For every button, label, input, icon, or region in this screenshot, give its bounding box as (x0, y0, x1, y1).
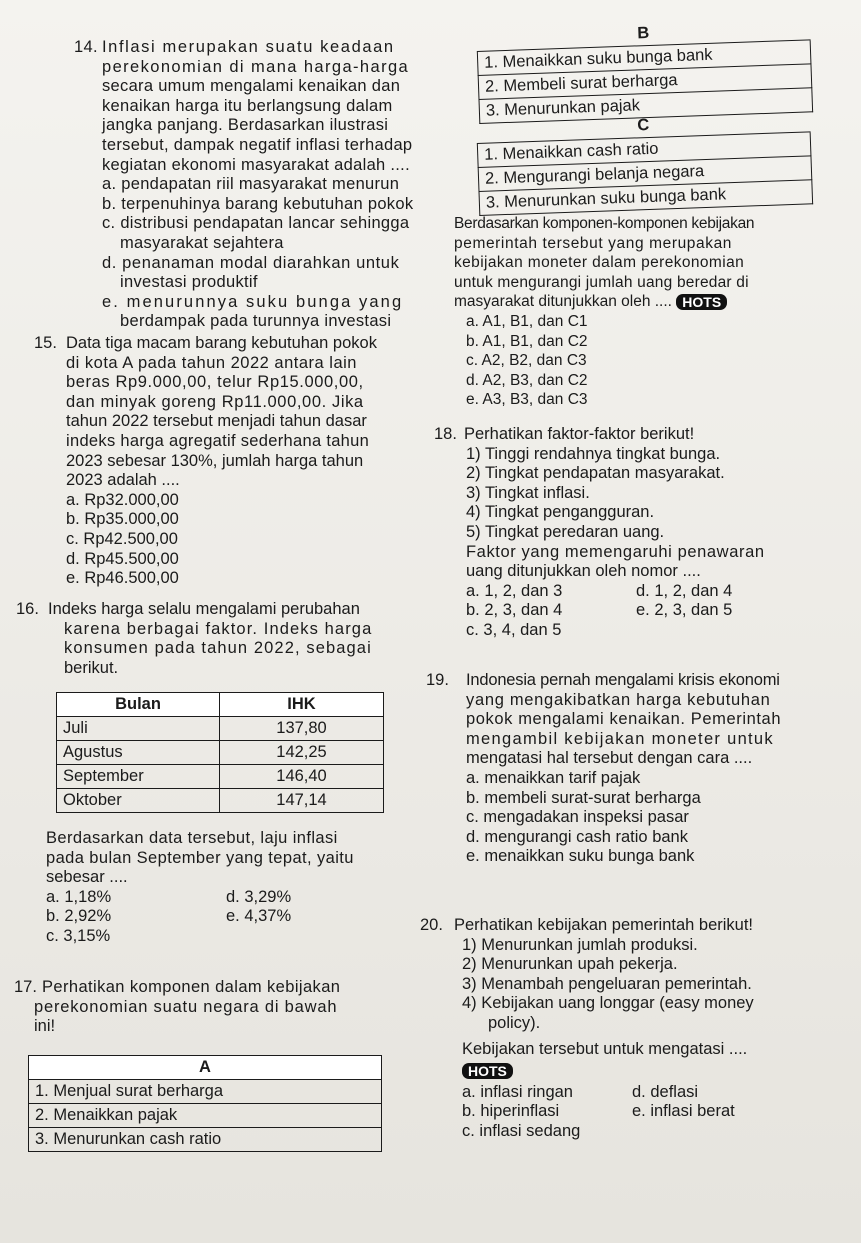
question-number: 15. (34, 334, 57, 352)
question-text: jangka panjang. Berdasarkan ilustrasi (102, 116, 389, 135)
question-15 (34, 334, 414, 589)
question-text: untuk mengurangi jumlah uang beredar di (454, 273, 749, 291)
question-19 (426, 671, 854, 867)
question-20 (420, 916, 854, 1142)
answer-options (466, 582, 854, 641)
list-item: 1) Tinggi rendahnya tingkat bunga. (466, 444, 721, 463)
question-text: mengatasi hal tersebut dengan cara .... (466, 749, 753, 768)
question-text: tersebut, dampak negatif inflasi terhadap (102, 135, 413, 154)
question-text: kebijakan moneter dalam perekonomian (454, 254, 745, 272)
box-label: C (476, 108, 810, 143)
list-item: policy). (488, 1013, 541, 1032)
question-text: perekonomian suatu negara di bawah (34, 997, 338, 1016)
answer-option[interactable]: c. inflasi sedang (462, 1121, 581, 1140)
list-item: 1) Menurunkan jumlah produksi. (462, 935, 698, 954)
question-text: Inflasi merupakan suatu keadaan (102, 38, 395, 56)
question-text: uang ditunjukkan oleh nomor .... (466, 562, 701, 581)
question-text: Indonesia pernah mengalami krisis ekonomi (466, 671, 780, 689)
box-item: 1. Menaikkan suku bunga bank (477, 40, 811, 76)
answer-option[interactable]: e. menaikkan suku bunga bank (466, 847, 695, 866)
table-row (57, 765, 384, 789)
question-number: 20. (420, 916, 443, 934)
answer-options (462, 1083, 854, 1142)
table-header: IHK (220, 693, 384, 717)
answer-option[interactable]: b. terpenuhinya barang kebutuhan pokok (102, 194, 414, 213)
list-item: 2) Menurunkan upah pekerja. (462, 955, 678, 974)
answer-option[interactable]: b. Rp35.000,00 (66, 510, 179, 529)
question-text: pemerintah tersebut yang merupakan (454, 234, 733, 252)
table-cell: Agustus (57, 741, 220, 765)
question-text: konsumen pada tahun 2022, sebagai (64, 639, 372, 658)
policy-box-a (28, 1055, 382, 1152)
answer-option[interactable]: a. A1, B1, dan C1 (466, 312, 588, 330)
box-item: 3. Menurunkan pajak (479, 88, 813, 124)
answer-option[interactable]: b. 2, 3, dan 4 (466, 601, 563, 620)
answer-option-cont: masyarakat sejahtera (120, 233, 284, 252)
question-text: mengambil kebijakan moneter untuk (466, 729, 774, 748)
answer-option[interactable]: a. 1,18% (46, 887, 112, 906)
question-text: dan minyak goreng Rp11.000,00. Jika (66, 392, 364, 411)
answer-option[interactable]: c. Rp42.500,00 (66, 529, 178, 548)
hots-badge: HOTS (462, 1063, 513, 1079)
question-text: Perhatikan komponen dalam kebijakan (42, 978, 341, 996)
box-item: 2. Membeli surat berharga (478, 64, 812, 100)
question-text: indeks harga agregatif sederhana tahun (66, 431, 370, 450)
list-item: 3) Tingkat inflasi. (466, 483, 590, 502)
list-item: 4) Tingkat pengangguran. (466, 503, 655, 522)
answer-option[interactable]: e. inflasi berat (632, 1102, 735, 1121)
question-text: Perhatikan faktor-faktor berikut! (464, 425, 695, 443)
answer-option[interactable]: d. 3,29% (226, 887, 292, 906)
policy-box-b (476, 16, 813, 124)
question-18 (434, 425, 854, 641)
table-cell: 146,40 (220, 765, 384, 789)
table-row (57, 789, 384, 813)
answer-options (46, 888, 416, 947)
table-cell: 142,25 (220, 741, 384, 765)
question-text: Perhatikan kebijakan pemerintah berikut! (454, 916, 754, 934)
question-text: Data tiga macam barang kebutuhan pokok (66, 334, 377, 352)
table-cell: Oktober (57, 789, 220, 813)
answer-option[interactable]: e. menurunnya suku bunga yang (102, 292, 404, 311)
list-item: 2) Tingkat pendapatan masyarakat. (466, 464, 725, 483)
question-text: kegiatan ekonomi masyarakat adalah .... (102, 155, 410, 174)
question-number: 16. (16, 600, 39, 618)
answer-option[interactable]: a. 1, 2, dan 3 (466, 581, 563, 600)
answer-option[interactable]: c. 3,15% (46, 926, 111, 945)
question-16-continued (46, 829, 416, 947)
policy-box-c (476, 108, 813, 216)
answer-option[interactable]: e. Rp46.500,00 (66, 569, 179, 588)
box-label: B (476, 16, 810, 51)
answer-option[interactable]: b. 2,92% (46, 907, 112, 926)
answer-option[interactable]: b. hiperinflasi (462, 1102, 560, 1121)
question-text: 2023 sebesar 130%, jumlah harga tahun (66, 451, 364, 470)
table-cell: Juli (57, 717, 220, 741)
question-text: 2023 adalah .... (66, 471, 180, 490)
question-text: tahun 2022 tersebut menjadi tahun dasar (66, 412, 367, 431)
question-text: kenaikan harga itu berlangsung dalam (102, 96, 393, 115)
question-17-continued (454, 214, 854, 410)
answer-option[interactable]: c. 3, 4, dan 5 (466, 620, 562, 639)
answer-option[interactable]: b. A1, B1, dan C2 (466, 332, 588, 350)
answer-option[interactable]: d. penanaman modal diarahkan untuk (102, 253, 400, 272)
question-text: ini! (34, 1017, 56, 1036)
answer-option[interactable]: d. deflasi (632, 1082, 699, 1101)
box-item: 1. Menjual surat berharga (29, 1080, 382, 1104)
question-text: pokok mengalami kenaikan. Pemerintah (466, 710, 782, 729)
question-text: sebesar .... (46, 868, 128, 887)
question-text: Kebijakan tersebut untuk mengatasi .... (462, 1039, 748, 1058)
question-text: karena berbagai faktor. Indeks harga (64, 619, 373, 638)
answer-option[interactable]: e. 2, 3, dan 5 (636, 601, 733, 620)
answer-option[interactable]: a. menaikkan tarif pajak (466, 768, 641, 787)
answer-option-cont: investasi produktif (120, 273, 258, 292)
box-item: 2. Menaikkan pajak (29, 1104, 382, 1128)
answer-option[interactable]: d. 1, 2, dan 4 (636, 581, 733, 600)
list-item: 3) Menambah pengeluaran pemerintah. (462, 974, 752, 993)
question-text: Berdasarkan data tersebut, laju inflasi (46, 829, 338, 847)
hots-badge: HOTS (676, 294, 727, 310)
answer-option[interactable]: d. A2, B3, dan C2 (466, 371, 588, 389)
ihk-table (56, 692, 384, 813)
question-number: 17. (14, 978, 37, 996)
question-text: beras Rp9.000,00, telur Rp15.000,00, (66, 373, 364, 392)
question-text: berikut. (64, 658, 119, 677)
question-number: 19. (426, 671, 449, 689)
table-header: Bulan (57, 693, 220, 717)
list-item: 5) Tingkat peredaran uang. (466, 522, 665, 541)
question-text: Faktor yang memengaruhi penawaran (466, 542, 765, 561)
question-text: secara umum mengalami kenaikan dan (102, 77, 401, 96)
answer-option[interactable]: b. membeli surat-surat berharga (466, 788, 701, 807)
box-item: 2. Mengurangi belanja negara (478, 156, 812, 192)
box-label: A (29, 1056, 382, 1080)
question-17 (14, 978, 414, 1037)
question-text: di kota A pada tahun 2022 antara lain (66, 353, 357, 372)
answer-option[interactable]: c. A2, B2, dan C3 (466, 352, 587, 370)
answer-option[interactable]: a. pendapatan riil masyarakat menurun (102, 175, 400, 194)
question-text: masyarakat ditunjukkan oleh .... (454, 293, 672, 311)
answer-option[interactable]: d. mengurangi cash ratio bank (466, 827, 688, 846)
hots-line (462, 1061, 854, 1081)
table-cell: September (57, 765, 220, 789)
question-text: yang mengakibatkan harga kebutuhan (466, 690, 771, 709)
question-text: Berdasarkan komponen-komponen kebijakan (454, 215, 755, 232)
question-number: 14. (74, 38, 98, 56)
answer-option[interactable]: e. A3, B3, dan C3 (466, 391, 588, 409)
table-row (57, 741, 384, 765)
box-item: 1. Menaikkan cash ratio (477, 132, 811, 168)
question-text: Indeks harga selalu mengalami perubahan (48, 600, 360, 618)
answer-option[interactable]: c. distribusi pendapatan lancar sehingga (102, 214, 410, 233)
answer-option[interactable]: e. 4,37% (226, 907, 292, 926)
question-number: 18. (434, 425, 457, 443)
answer-option[interactable]: a. Rp32.000,00 (66, 490, 179, 509)
box-item: 3. Menurunkan suku bunga bank (479, 180, 813, 216)
answer-option[interactable]: c. mengadakan inspeksi pasar (466, 808, 689, 827)
table-cell: 137,80 (220, 717, 384, 741)
table-row (57, 717, 384, 741)
answer-option[interactable]: d. Rp45.500,00 (66, 549, 179, 568)
answer-option-cont: berdampak pada turunnya investasi (120, 312, 392, 331)
list-item: 4) Kebijakan uang longgar (easy money (462, 994, 754, 1013)
question-text: perekonomian di mana harga-harga (102, 57, 410, 76)
question-text: pada bulan September yang tepat, yaitu (46, 848, 354, 867)
box-item: 3. Menurunkan cash ratio (29, 1128, 382, 1152)
table-cell: 147,14 (220, 789, 384, 813)
question-16 (16, 600, 414, 678)
question-14 (74, 38, 432, 332)
answer-option[interactable]: a. inflasi ringan (462, 1082, 573, 1101)
question-text-line (454, 292, 854, 312)
